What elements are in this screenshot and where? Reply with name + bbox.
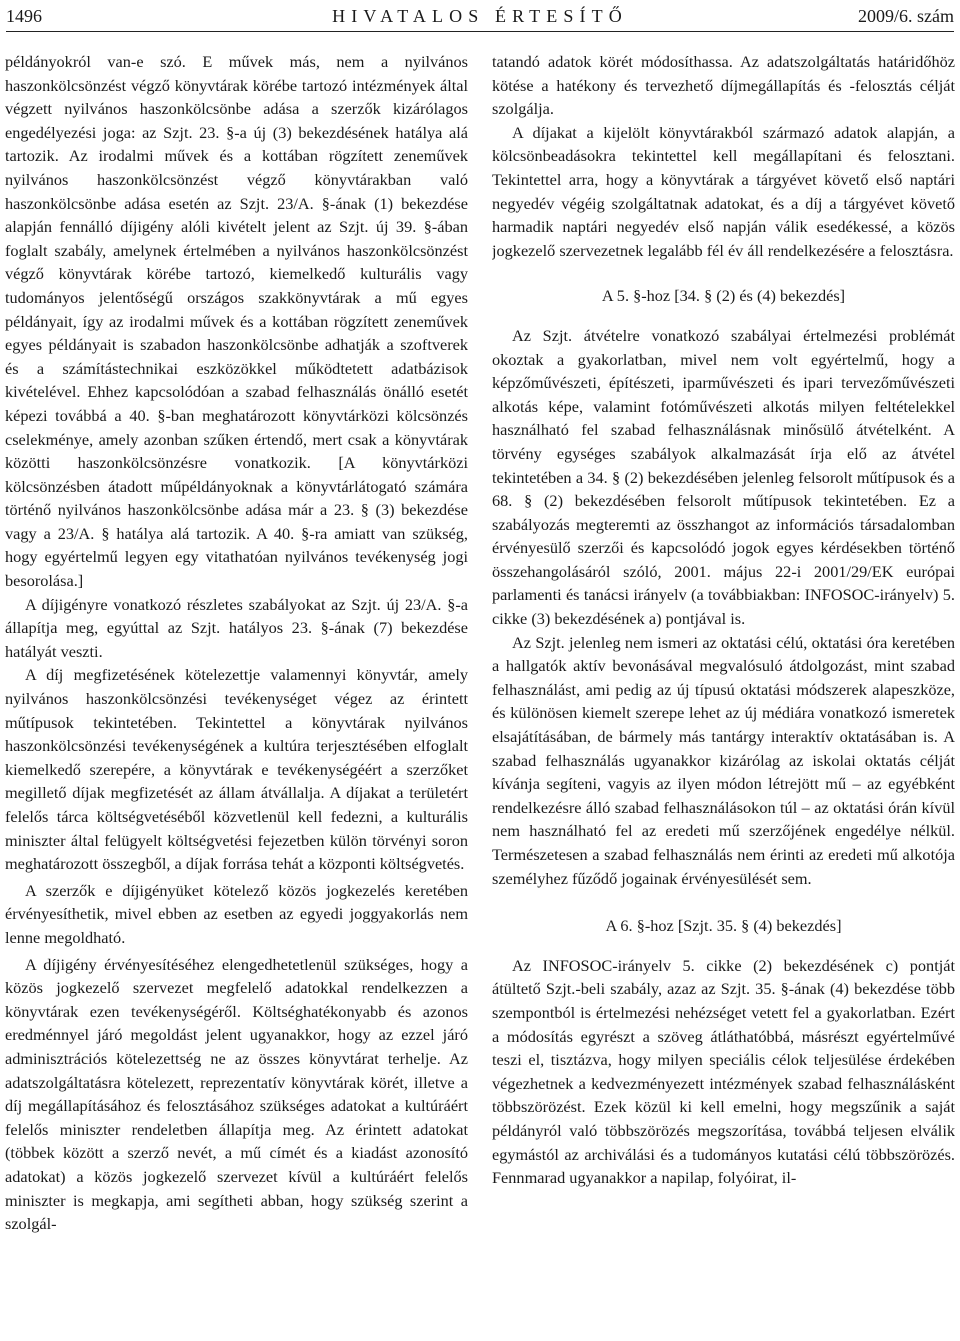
paragraph: tatandó adatok körét módosíthassa. Az adatszolgáltatás határidőhöz kötése a hatékony és tervezhető díjmegállapítás és -felosztás célját szolgálja. xyxy=(492,52,955,119)
paragraph: A díjakat a kijelölt könyvtárakból származó adatok alapján, a kölcsönbeadásokra tekintettel kell megállapítani és felosztani. Tekintettel arra, hogy a könyvtárak a tárgyévet követő első naptári negyedév végéig szolgáltatnak adatokat, és a díj a tárgyévet követő harmadik naptári negyedév első napján válik esedékessé, a közös jogkezelő szervezetnek legalább fél év áll rendelkezésére a felosztásra. xyxy=(492,122,955,260)
paragraph: Az Szjt. átvételre vonatkozó szabályai értelmezési problémát okoztak a gyakorlatban, mivel nem volt egyértelmű, hogy a képzőművészeti, építészeti, iparművészeti és ipari tervezőművészeti alkotás képe, valamint fotóművészeti alkotás milyen feltételekkel használható fel szabad felhasználásnak minősülő átvételként. A törvény egységes szabályok alkalmazását írja elő az átvétel tekintetében a 34. § (2) bekezdésében jelenleg felsorolt műtípusok és a 68. § (2) bekezdésében felsorolt műtípusok tekintetében. Ez a szabályozás megteremti az összhangot az információs társadalomban érvényesülő szerzői és kapcsolódó jogok egyes kérdésekben történő összehangolásáról szóló, 2001. május 22-i 2001/29/EK európai parlamenti és tanácsi irányelv (a továbbiakban: INFOSOC-irányelv) 5. cikke (3) bekezdésének a) pontjával is. xyxy=(492,325,955,629)
left-column xyxy=(5,50,468,1341)
section-heading: A 5. §-hoz [34. § (2) és (4) bekezdés] xyxy=(601,286,846,306)
paragraph: A díjigényre vonatkozó részletes szabályokat az Szjt. új 23/A. §-a állapítja meg, egyúttal az Szjt. hatályos 23. §-ának (7) bekezdése hatályát veszti. xyxy=(5,594,468,661)
paragraph: A díj megfizetésének kötelezettje valamennyi könyvtár, amely nyilvános haszonkölcsönzési tevékenységet végez az érintett műtípusok tekintetében. Tekintettel a könyvtárak nyilvános haszonkölcsönzési tevékenységének a kultúra terjesztésében elfoglalt kiemelkedő szerepére, a könyvtárak e tevékenységéért a szerzőket megillető díjak megfizetését az állam átvállalja. A díjakat a területért felelős tárca költségvetéséből közvetlenül kell fedezni, a kulturális miniszter által felügyelt költségvetési fejezetben külön törvényi soron meghatározott összegből, a díjak forrása tehát a központi költségvetés. xyxy=(5,665,468,874)
paragraph: A díjigény érvényesítéséhez elengedhetetlenül szükséges, hogy a közös jogkezelő szervezet megfelelő adatokkal rendelkezzen a könyvtárak ezen tevékenységéről. Költséghatékonyabb és azonos eredménnyel járó megoldást jelent ugyanakkor, hogy az ezzel járó adminisztrációs kötelezettség ne az összes könyvtárat terhelje. Az adatszolgáltatásra kötelezett, reprezentatív könyvtárak körét, illetve a díj megállapításához és felosztásához szükséges adatokat a kultúráért felelős miniszter rendeletben állapítja meg. Az érintett adatokat (többek között a szerző nevét, a mű címét és a kiadást azonosító adatokat) a közös jogkezelő szervezet kívül a kultúráért felelős miniszter is megkapja, ami segítheti abban, hogy szükség szerint a szolgál- xyxy=(5,954,468,1234)
right-column xyxy=(492,50,955,1341)
paragraph: példányokról van-e szó. E művek más, nem a nyilvános haszonkölcsönzést végző könyvtárak körébe tartozó intézmények által végzett nyilvános haszonkölcsönbe adása a szerzők kizárólagos engedélyezési joga: az Szjt. 23. §-a új (3) bekezdésének hatálya alá tartozik. Az irodalmi művek és a kottában rögzített zeneművek nyilvános haszonkölcsönzést végző könyvtárakban való haszonkölcsönbe adása esetén az Szjt. 23/A. §-ának (1) bekezdése alapján fennálló díjigény alóli kivételt jelent az Szjt. új 39. §-ában foglalt szabály, amelynek értelmében a nyilvános haszonkölcsönzést végző könyvtárak körébe tartozó, kiemelkedő kulturális vagy tudományos jelentőségű országos szakkönyvtárak a mű egyes példányait, így az irodalmi művek és a kottában rögzített zeneművek egyes példányait is szabadon haszonkölcsönbe adhatják a szoftverek és a számítástechnikai eszközökkel működtetett adatbázisok kivételével. Ehhez kapcsolódóan a szabad felhasználás önálló esetét képezi továbbá a 40. §-ban meghatározott könyvtárközi kölcsönzés cselekménye, amely azonban szűken értendő, mert csak a könyvtárak közötti haszonkölcsönzésre vonatkozik. [A könyvtárközi kölcsönzésben átadott műpéldányoknak a könyvtárlátogató számára történő nyilvános haszonkölcsönbe adása már a 23. § (3) bekezdése vagy a 23/A. § hatálya alá tartozik. A 40. §-ra amiatt van szükség, hogy egyértelmű legyen egy vitathatóan nyilvános tevékenység jogi besorolása.] xyxy=(5,52,468,591)
section-heading: A 6. §-hoz [Szjt. 35. § (4) bekezdés] xyxy=(605,916,842,936)
paragraph: Az INFOSOC-irányelv 5. cikke (2) bekezdésének c) pontját átültető Szjt.-beli szabály, azaz az Szjt. 35. §-ának (4) bekezdése több szempontból is értelmezési nehézséget vetett fel a gyakorlatban. Ezért a módosítás egyrészt a szöveg átláthatóbbá, másrészt egyértelművé teszi el, tisztázva, hogy milyen speciális célok teljesülése érdekében végezhetnek a kedvezményezett intézmények szabad felhasználásként többszörözést. Ezek közül ki kell emelni, hogy megszűnik a saját példányról való többszörözés megszorítása, továbbá teljesen elválik egymástól az archiválási és a tudományos kutatási célú többszörözés. Fennmarad ugyanakkor a napilap, folyóirat, il- xyxy=(492,955,955,1188)
issue-number: 2009/6. szám xyxy=(858,6,954,26)
paragraph: Az Szjt. jelenleg nem ismeri az oktatási célú, oktatási óra keretében a hallgatók aktív bevonásával megvalósuló átdolgozást, mint szabad felhasználást, ami pedig az új típusú oktatási módszerek alapeszköze, és különösen kiemelt szerepe lehet az új médiára vonatkozó ismeretek elsajátításában, de bármely más tantárgy interaktív oktatásában is. A szabad felhasználás ugyanakkor kizárólag az iskolai oktatás célját kívánja segíteni, vagyis az ilyen módon létrejött mű – az egyébként rendelkezésre álló szabad felhasználásokon túl – az oktatási órán kívül nem használható fel az eredeti mű szerzőjének engedélye nélkül. Természetesen a szabad felhasználás nem érinti az eredeti mű alkotója személyhez fűződő jogainak érvényesülését sem. xyxy=(492,632,955,888)
header-rule xyxy=(6,31,954,32)
journal-title: HIVATALOS ÉRTESÍTŐ xyxy=(332,6,628,26)
paragraph: A szerzők e díjigényüket kötelező közös jogkezelés keretében érvényesíthetik, mivel ebben az esetben az egyedi joggyakorlás nem lenne megoldható. xyxy=(5,880,468,947)
page-number: 1496 xyxy=(6,6,42,26)
